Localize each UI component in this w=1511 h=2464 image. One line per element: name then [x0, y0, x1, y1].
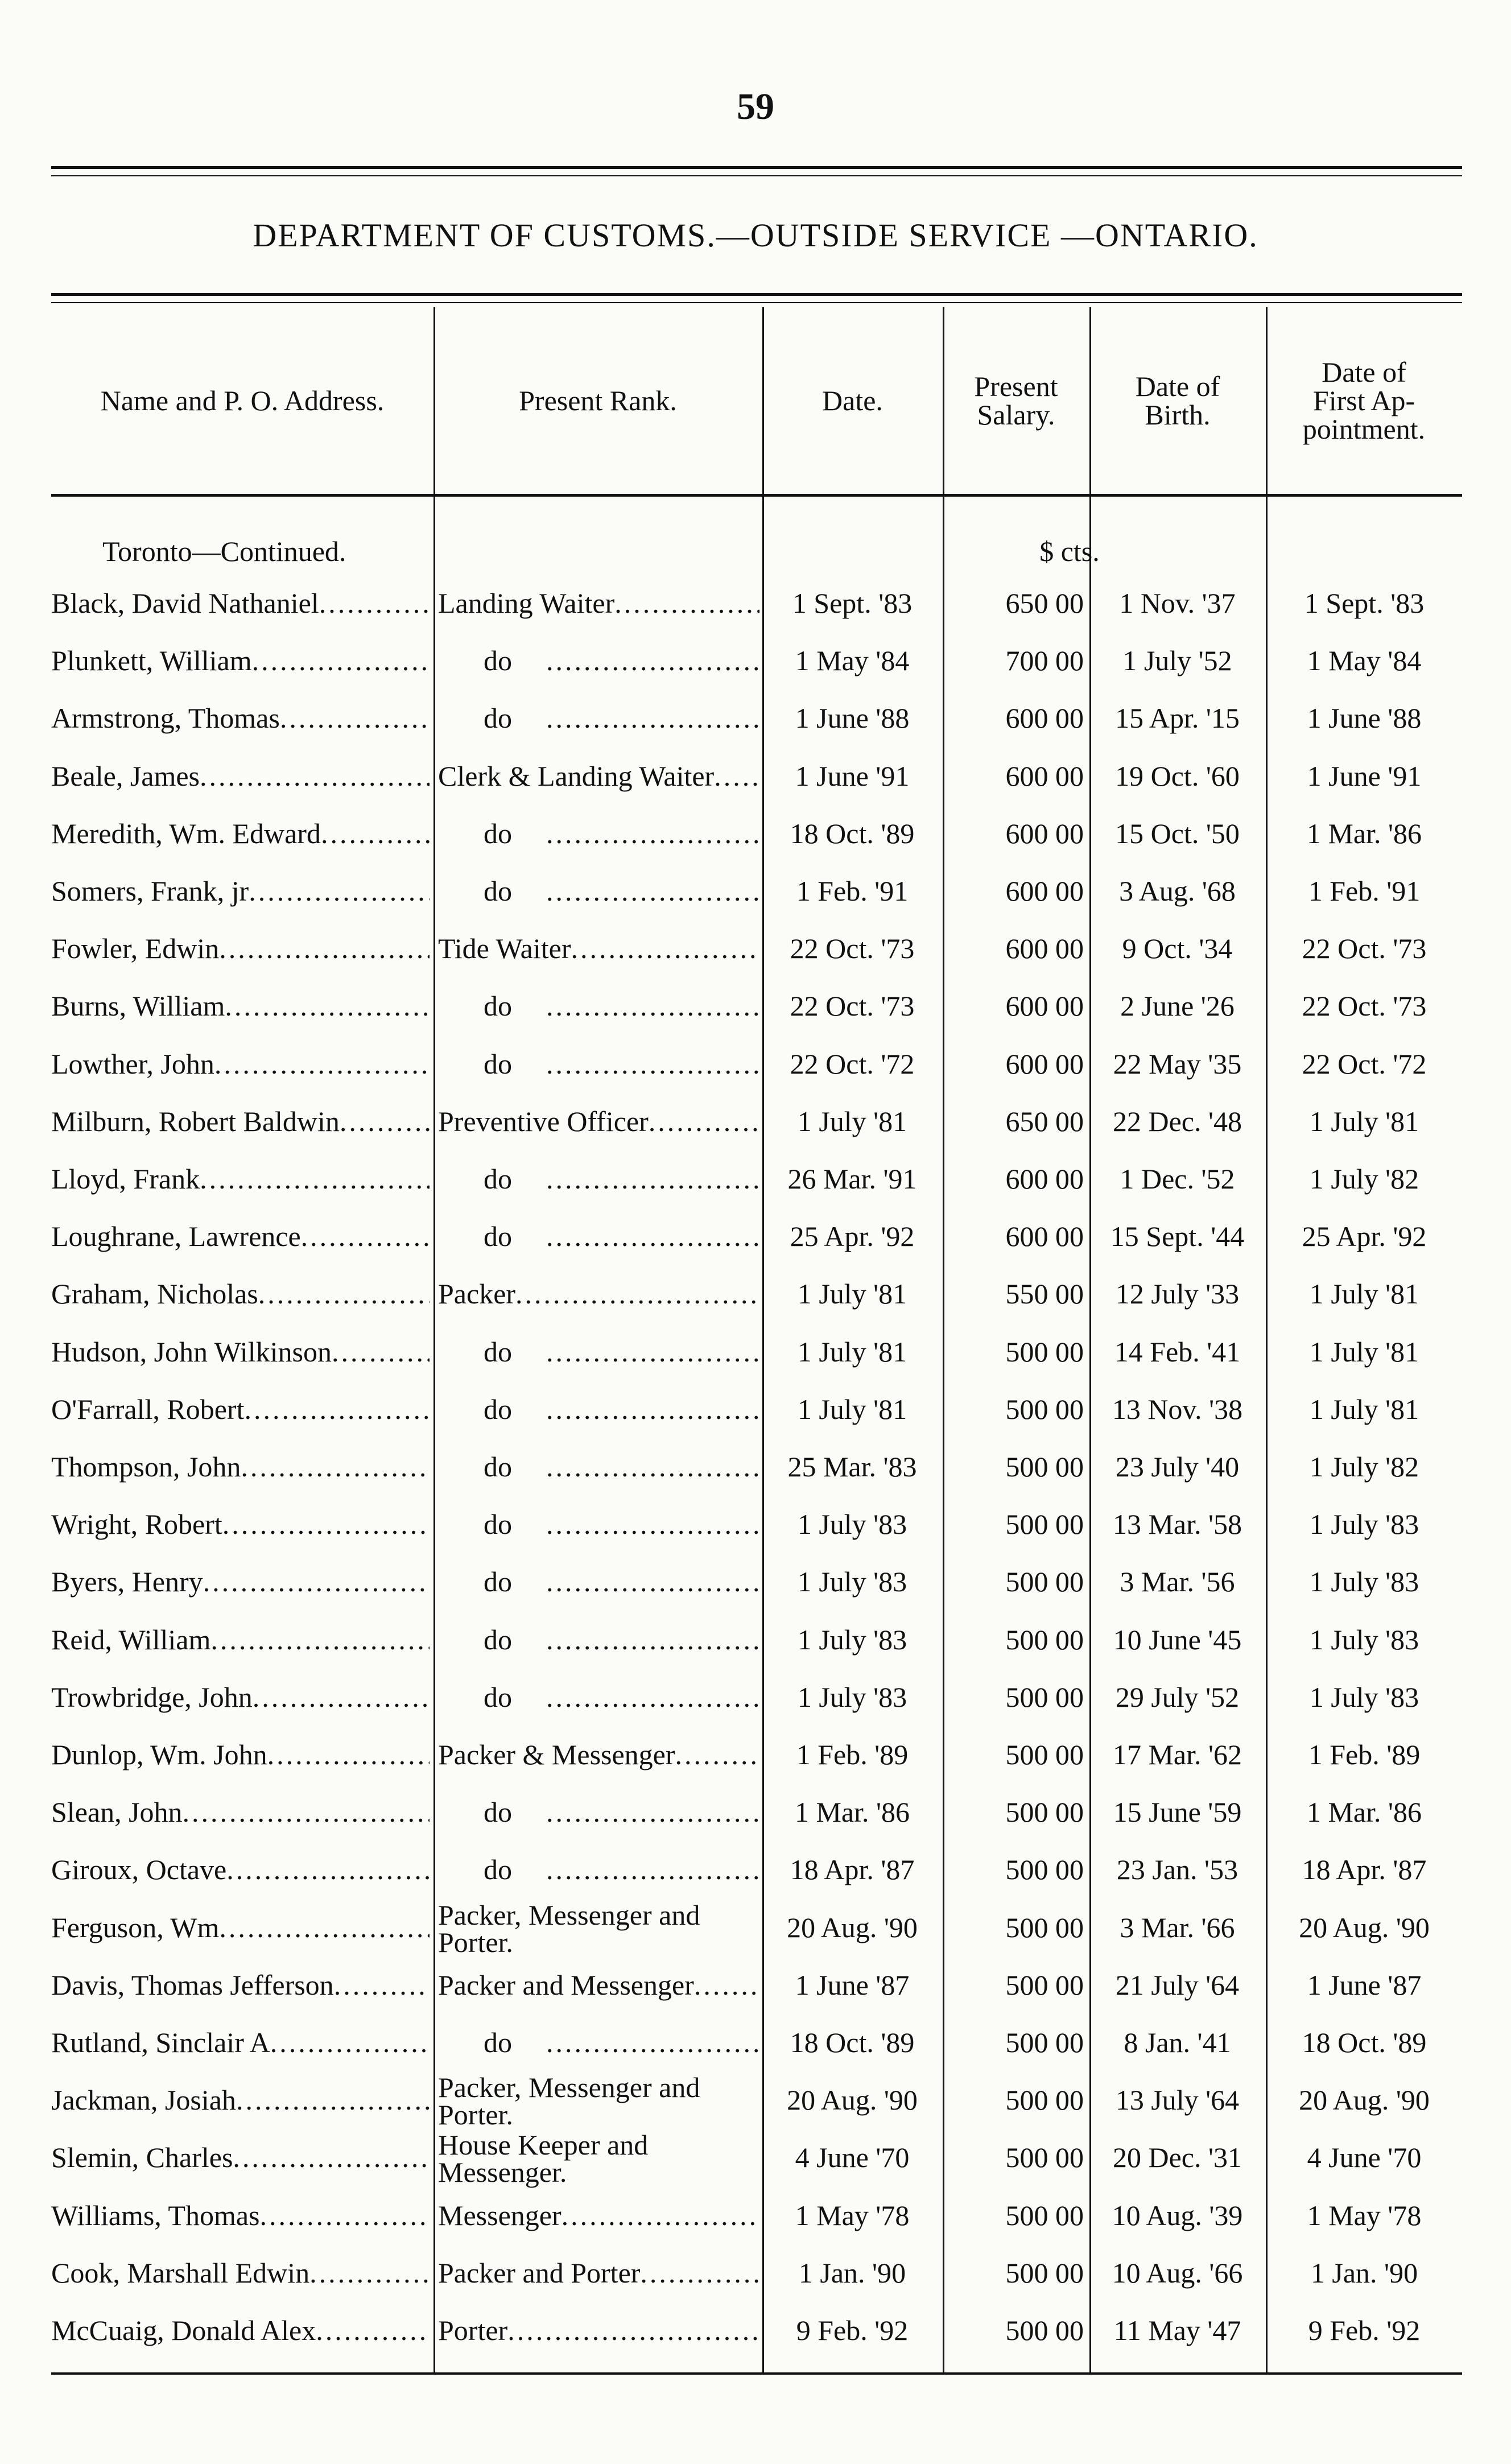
cell-appointment: 18 Oct. '89 — [1302, 2026, 1427, 2058]
cell-salary: 500 00 — [1005, 1911, 1084, 1943]
cell-salary: 500 00 — [1005, 2199, 1084, 2231]
cell-date: 1 July '83 — [797, 1508, 907, 1541]
title-rule — [51, 293, 1462, 296]
table-row — [51, 977, 1462, 1034]
title-rule-thin — [51, 302, 1462, 303]
cell-salary: 500 00 — [1005, 2256, 1084, 2289]
cell-rank: Packer, Messenger and Porter. — [438, 2071, 700, 2131]
cell-appointment: 25 Apr. '92 — [1302, 1220, 1427, 1253]
cell-birth: 15 Apr. '15 — [1115, 702, 1240, 734]
cell-appointment: 1 Mar. '86 — [1306, 817, 1422, 849]
cell-birth: 12 July '33 — [1115, 1278, 1240, 1310]
cell-date: 18 Apr. '87 — [790, 1854, 915, 1886]
cell-appointment: 9 Feb. '92 — [1308, 2314, 1421, 2346]
cell-birth: 8 Jan. '41 — [1124, 2026, 1231, 2058]
cell-appointment: 1 July '83 — [1309, 1508, 1419, 1541]
top-rule — [51, 166, 1462, 169]
cell-name: Byers, Henry ..... — [51, 1553, 430, 1610]
cell-salary: 500 00 — [1005, 1681, 1084, 1713]
cell-rank: Packer & Messenger ..... — [438, 1726, 759, 1783]
cell-salary: 650 00 — [1005, 1105, 1084, 1137]
cell-appointment: 18 Apr. '87 — [1302, 1854, 1427, 1886]
cell-date: 1 May '84 — [795, 645, 910, 677]
header-rank: Present Rank. — [519, 385, 677, 416]
cell-appointment: 20 Aug. '90 — [1299, 1911, 1430, 1943]
cell-name: Reid, William ..... — [51, 1611, 430, 1668]
cell-date: 25 Mar. '83 — [787, 1451, 917, 1483]
cell-salary: 500 00 — [1005, 1393, 1084, 1425]
cell-appointment: 1 May '78 — [1307, 2199, 1422, 2231]
cell-salary: 600 00 — [1005, 1220, 1084, 1253]
cell-birth: 10 Aug. '66 — [1112, 2256, 1243, 2289]
table-row — [51, 2129, 1462, 2189]
cell-salary: 500 00 — [1005, 2314, 1084, 2346]
cell-birth: 13 Nov. '38 — [1112, 1393, 1243, 1425]
cell-salary: 500 00 — [1005, 1508, 1084, 1541]
cell-name: Plunkett, William ..... — [51, 632, 430, 689]
cell-name: Wright, Robert ..... — [51, 1496, 430, 1553]
cell-name: Beale, James ..... — [51, 748, 430, 804]
cell-salary: 600 00 — [1005, 932, 1084, 965]
cell-date: 1 Feb. '89 — [796, 1739, 909, 1770]
cell-name: Dunlop, Wm. John ..... — [51, 1726, 430, 1783]
table-row — [51, 2014, 1462, 2071]
cell-appointment: 1 Feb. '89 — [1308, 1739, 1421, 1770]
cell-salary: 600 00 — [1005, 990, 1084, 1022]
cell-salary: 500 00 — [1005, 1968, 1084, 2001]
bottom-rule — [51, 2372, 1462, 2375]
header-name: Name and P. O. Address. — [100, 385, 385, 416]
cell-appointment: 22 Oct. '73 — [1302, 932, 1427, 965]
table-row — [51, 1784, 1462, 1840]
cell-name: Davis, Thomas Jefferson ..... — [51, 1957, 430, 2013]
cell-birth: 1 July '52 — [1122, 645, 1232, 677]
table-row — [51, 1496, 1462, 1553]
cell-name: Trowbridge, John ..... — [51, 1669, 430, 1726]
cell-name: Thompson, John ..... — [51, 1438, 430, 1495]
cell-birth: 22 Dec. '48 — [1112, 1105, 1242, 1137]
header-date: Date. — [822, 385, 883, 416]
cell-date: 1 Sept. '83 — [792, 587, 913, 619]
cell-rank: Tide Waiter ..... — [438, 920, 759, 977]
cell-birth: 19 Oct. '60 — [1115, 760, 1240, 792]
table-row — [51, 920, 1462, 977]
cell-rank: do ..... — [438, 1208, 759, 1265]
cell-rank: do ..... — [438, 977, 759, 1034]
table-row — [51, 1841, 1462, 1898]
cell-salary: 600 00 — [1005, 875, 1084, 907]
table-row — [51, 1265, 1462, 1322]
cell-date: 1 Feb. '91 — [796, 875, 909, 907]
cell-birth: 20 Dec. '31 — [1112, 2141, 1242, 2174]
table-row — [51, 1726, 1462, 1783]
table-row — [51, 862, 1462, 919]
cell-salary: 500 00 — [1005, 1796, 1084, 1829]
cell-name: Rutland, Sinclair A ..... — [51, 2014, 430, 2071]
cell-appointment: 1 July '81 — [1309, 1105, 1419, 1137]
cell-name: Loughrane, Lawrence ..... — [51, 1208, 430, 1265]
cell-date: 1 July '83 — [797, 1681, 907, 1713]
cell-name: Cook, Marshall Edwin ..... — [51, 2244, 430, 2301]
cell-salary: 600 00 — [1005, 702, 1084, 734]
cell-name: Jackman, Josiah ..... — [51, 2071, 430, 2128]
cell-salary: 500 00 — [1005, 2141, 1084, 2174]
cell-appointment: 22 Oct. '72 — [1302, 1047, 1427, 1080]
cell-name: Ferguson, Wm ..... — [51, 1899, 430, 1956]
cell-appointment: 1 May '84 — [1307, 645, 1422, 677]
cell-appointment: 1 Feb. '91 — [1308, 875, 1421, 907]
cell-birth: 11 May '47 — [1113, 2314, 1241, 2346]
cell-date: 26 Mar. '91 — [787, 1163, 917, 1195]
cell-rank: do ..... — [438, 1323, 759, 1380]
cell-name: Slean, John ..... — [51, 1784, 430, 1840]
table-row — [51, 805, 1462, 862]
cell-name: Graham, Nicholas ..... — [51, 1265, 430, 1322]
cell-rank: Packer and Porter ..... — [438, 2244, 759, 2301]
cell-date: 20 Aug. '90 — [787, 1911, 918, 1943]
cell-rank: Packer, Messenger and Porter. — [438, 1898, 700, 1958]
cell-rank: do ..... — [438, 1669, 759, 1726]
cell-name: Fowler, Edwin ..... — [51, 920, 430, 977]
cell-appointment: 1 June '87 — [1307, 1968, 1422, 2001]
table-row — [51, 748, 1462, 804]
cell-date: 1 June '91 — [795, 760, 910, 792]
cell-date: 1 July '81 — [797, 1278, 907, 1310]
cell-birth: 15 Oct. '50 — [1115, 817, 1240, 849]
cell-date: 20 Aug. '90 — [787, 2084, 918, 2116]
cell-salary: 600 00 — [1005, 1163, 1084, 1195]
cell-rank: Porter ..... — [438, 2302, 759, 2359]
cell-appointment: 1 Sept. '83 — [1304, 587, 1425, 619]
section-heading-row — [51, 521, 1462, 572]
cell-birth: 23 July '40 — [1115, 1451, 1240, 1483]
cell-rank: Preventive Officer ..... — [438, 1093, 759, 1150]
table-row — [51, 1438, 1462, 1495]
cell-rank: do ..... — [438, 1438, 759, 1495]
cell-name: Hudson, John Wilkinson ..... — [51, 1323, 430, 1380]
cell-birth: 10 Aug. '39 — [1112, 2199, 1243, 2231]
cell-appointment: 1 June '91 — [1307, 760, 1422, 792]
cell-birth: 3 Mar. '66 — [1120, 1911, 1235, 1943]
table-row — [51, 1957, 1462, 2013]
staff-table — [51, 307, 1462, 2372]
cell-salary: 500 00 — [1005, 1451, 1084, 1483]
cell-birth: 13 Mar. '58 — [1112, 1508, 1242, 1541]
header-rule — [51, 494, 1462, 497]
top-rule-thin — [51, 175, 1462, 176]
cell-appointment: 1 July '82 — [1309, 1451, 1419, 1483]
cell-rank: Packer and Messenger ..... — [438, 1957, 759, 2013]
cell-birth: 10 June '45 — [1113, 1623, 1242, 1656]
cell-date: 1 Mar. '86 — [794, 1796, 910, 1829]
cell-salary: 500 00 — [1005, 1623, 1084, 1656]
cell-date: 9 Feb. '92 — [796, 2314, 909, 2346]
cell-rank: Clerk & Landing Waiter ..... — [438, 748, 759, 804]
cell-name: Somers, Frank, jr ..... — [51, 862, 430, 919]
cell-appointment: 1 July '83 — [1309, 1623, 1419, 1656]
cell-name: Williams, Thomas ..... — [51, 2187, 430, 2244]
cell-birth: 3 Aug. '68 — [1119, 875, 1236, 907]
cell-birth: 15 June '59 — [1113, 1796, 1242, 1829]
table-row — [51, 2187, 1462, 2244]
cell-appointment: 20 Aug. '90 — [1299, 2084, 1430, 2116]
cell-date: 1 May '78 — [795, 2199, 910, 2231]
cell-birth: 2 June '26 — [1120, 990, 1235, 1022]
cell-birth: 14 Feb. '41 — [1114, 1335, 1241, 1368]
table-row — [51, 2244, 1462, 2301]
cell-rank: do ..... — [438, 1150, 759, 1207]
page-number: 59 — [737, 86, 774, 127]
table-row — [51, 1381, 1462, 1438]
table-row — [51, 690, 1462, 746]
cell-name: Black, David Nathaniel ..... — [51, 575, 430, 632]
cell-date: 22 Oct. '73 — [790, 990, 915, 1022]
cell-birth: 1 Nov. '37 — [1119, 587, 1236, 619]
cell-date: 25 Apr. '92 — [790, 1220, 915, 1253]
cell-rank: do ..... — [438, 1496, 759, 1553]
table-row — [51, 2071, 1462, 2131]
cell-rank: Landing Waiter ..... — [438, 575, 759, 632]
page-title: DEPARTMENT OF CUSTOMS.—OUTSIDE SERVICE —ONTARIO. — [253, 217, 1258, 254]
cell-date: 22 Oct. '72 — [790, 1047, 915, 1080]
cell-rank: do ..... — [438, 2014, 759, 2071]
cell-birth: 21 July '64 — [1115, 1968, 1240, 2001]
cell-date: 1 July '83 — [797, 1623, 907, 1656]
cell-rank: do ..... — [438, 1611, 759, 1668]
cell-salary: 600 00 — [1005, 817, 1084, 849]
cell-birth: 15 Sept. '44 — [1110, 1220, 1245, 1253]
cell-salary: 600 00 — [1005, 760, 1084, 792]
cell-date: 1 June '87 — [795, 1968, 910, 2001]
cell-name: Lloyd, Frank ..... — [51, 1150, 430, 1207]
cell-rank: do ..... — [438, 1841, 759, 1898]
cell-rank: do ..... — [438, 805, 759, 862]
table-row — [51, 1035, 1462, 1092]
cell-birth: 1 Dec. '52 — [1120, 1163, 1235, 1195]
table-row — [51, 1553, 1462, 1610]
table-row — [51, 1323, 1462, 1380]
table-row — [51, 1150, 1462, 1207]
cell-name: McCuaig, Donald Alex ..... — [51, 2302, 430, 2359]
table-row — [51, 1611, 1462, 1668]
cell-salary: 650 00 — [1005, 587, 1084, 619]
cell-birth: 29 July '52 — [1115, 1681, 1240, 1713]
table-row — [51, 1899, 1462, 1956]
cell-appointment: 1 July '82 — [1309, 1163, 1419, 1195]
cell-appointment: 1 July '81 — [1309, 1393, 1419, 1425]
cell-appointment: 1 July '83 — [1309, 1566, 1419, 1598]
cell-salary: 500 00 — [1005, 1854, 1084, 1886]
cell-birth: 17 Mar. '62 — [1112, 1739, 1242, 1770]
cell-appointment: 1 Mar. '86 — [1306, 1796, 1422, 1829]
cell-name: Lowther, John ..... — [51, 1035, 430, 1092]
table-row — [51, 2302, 1462, 2359]
cell-date: 18 Oct. '89 — [790, 817, 915, 849]
cell-salary: 500 00 — [1005, 2026, 1084, 2058]
cell-date: 1 June '88 — [795, 702, 910, 734]
cell-salary: 550 00 — [1005, 1278, 1084, 1310]
cell-name: Slemin, Charles ..... — [51, 2129, 430, 2186]
cell-name: Meredith, Wm. Edward ..... — [51, 805, 430, 862]
cell-name: O'Farrall, Robert ..... — [51, 1381, 430, 1438]
table-row — [51, 632, 1462, 689]
cell-appointment: 1 July '83 — [1309, 1681, 1419, 1713]
section-heading: Toronto—Continued. — [102, 535, 346, 567]
cell-name: Burns, William ..... — [51, 977, 430, 1034]
cell-salary: 500 00 — [1005, 1335, 1084, 1368]
table-row — [51, 1093, 1462, 1150]
cell-rank: do ..... — [438, 1784, 759, 1840]
cell-name: Giroux, Octave ..... — [51, 1841, 430, 1898]
cell-rank: House Keeper and Messenger. — [438, 2129, 649, 2189]
cell-salary: 500 00 — [1005, 1739, 1084, 1770]
cell-salary: 500 00 — [1005, 2084, 1084, 2116]
cell-rank: do ..... — [438, 1553, 759, 1610]
cell-rank: do ..... — [438, 690, 759, 746]
cell-salary: 500 00 — [1005, 1566, 1084, 1598]
cell-date: 1 Jan. '90 — [798, 2256, 906, 2289]
cell-rank: do ..... — [438, 632, 759, 689]
cell-date: 1 July '81 — [797, 1393, 907, 1425]
cell-appointment: 1 July '81 — [1309, 1335, 1419, 1368]
cell-date: 1 July '81 — [797, 1335, 907, 1368]
cell-date: 22 Oct. '73 — [790, 932, 915, 965]
cell-birth: 13 July '64 — [1115, 2084, 1240, 2116]
cell-name: Armstrong, Thomas ..... — [51, 690, 430, 746]
cell-birth: 22 May '35 — [1113, 1047, 1242, 1080]
cell-appointment: 4 June '70 — [1307, 2141, 1422, 2174]
salary-unit: $ cts. — [1039, 535, 1100, 567]
table-row — [51, 1208, 1462, 1265]
cell-salary: 600 00 — [1005, 1047, 1084, 1080]
cell-appointment: 1 Jan. '90 — [1310, 2256, 1418, 2289]
cell-date: 1 July '83 — [797, 1566, 907, 1598]
cell-name: Milburn, Robert Baldwin ..... — [51, 1093, 430, 1150]
table-row — [51, 1669, 1462, 1726]
cell-appointment: 1 July '81 — [1309, 1278, 1419, 1310]
cell-birth: 3 Mar. '56 — [1120, 1566, 1235, 1598]
cell-birth: 23 Jan. '53 — [1116, 1854, 1238, 1886]
header-salary: Present Salary. — [974, 370, 1058, 431]
cell-date: 1 July '81 — [797, 1105, 907, 1137]
cell-appointment: 1 June '88 — [1307, 702, 1422, 734]
cell-appointment: 22 Oct. '73 — [1302, 990, 1427, 1022]
header-appointment: Date of First Ap- pointment. — [1302, 356, 1426, 445]
cell-rank: do ..... — [438, 1381, 759, 1438]
cell-rank: do ..... — [438, 862, 759, 919]
cell-rank: Packer ..... — [438, 1265, 759, 1322]
table-row — [51, 575, 1462, 632]
cell-rank: do ..... — [438, 1035, 759, 1092]
header-birth: Date of Birth. — [1135, 370, 1220, 431]
cell-salary: 700 00 — [1005, 645, 1084, 677]
cell-date: 18 Oct. '89 — [790, 2026, 915, 2058]
cell-rank: Messenger ..... — [438, 2187, 759, 2244]
cell-birth: 9 Oct. '34 — [1122, 932, 1233, 965]
cell-date: 4 June '70 — [795, 2141, 910, 2174]
